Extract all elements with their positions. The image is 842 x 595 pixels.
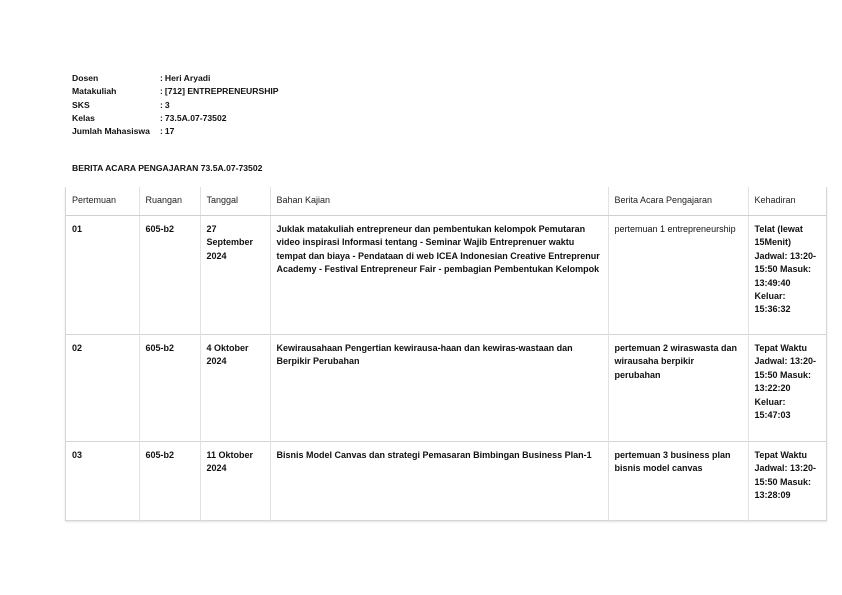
info-row-matakuliah <box>72 85 279 98</box>
kelas-label: Kelas <box>72 112 95 123</box>
separator: : <box>160 126 163 137</box>
cell-ruangan: 605-b2 <box>139 442 200 522</box>
cell-berita-acara: pertemuan 1 entrepreneurship <box>608 216 748 335</box>
cell-tanggal: 11 Oktober 2024 <box>200 442 270 522</box>
header-berita-acara: Berita Acara Pengajaran <box>608 187 748 216</box>
jumlah-value: 17 <box>164 126 175 137</box>
cell-tanggal: 27 September 2024 <box>200 216 270 335</box>
cell-berita-acara: pertemuan 3 business plan bisnis model canvas <box>608 442 748 522</box>
matakuliah-label: Matakuliah <box>72 86 117 97</box>
cell-kehadiran: Tepat Waktu Jadwal: 13:20-15:50 Masuk: 13:28:09 <box>748 442 826 522</box>
cell-bahan-kajian: Kewirausahaan Pengertian kewirausa-haan dan kewiras-wastaan dan Berpikir Perubahan <box>270 335 608 442</box>
info-row-kelas <box>72 112 279 125</box>
dosen-label: Dosen <box>72 73 99 83</box>
sks-label: SKS <box>72 99 90 110</box>
info-row-sks <box>72 99 279 112</box>
jumlah-label: Jumlah Mahasiswa <box>72 126 150 137</box>
table-row <box>66 216 826 335</box>
attendance-table <box>66 187 826 521</box>
header-bahan-kajian: Bahan Kajian <box>270 187 608 216</box>
header-pertemuan: Pertemuan <box>66 187 139 216</box>
cell-pertemuan: 02 <box>72 343 83 353</box>
header-kehadiran: Kehadiran <box>748 187 826 216</box>
course-info <box>72 72 279 138</box>
cell-bahan-kajian: Bisnis Model Canvas dan strategi Pemasaran Bimbingan Business Plan-1 <box>270 442 608 522</box>
cell-ruangan: 605-b2 <box>139 216 200 335</box>
table-header-row <box>66 187 826 216</box>
cell-ruangan: 605-b2 <box>139 335 200 442</box>
page-title: BERITA ACARA PENGAJARAN 73.5A.07-73502 <box>72 163 263 173</box>
sks-value: 3 <box>164 99 170 110</box>
cell-bahan-kajian: Juklak matakuliah entrepreneur dan pembentukan kelompok Pemutaran video inspirasi Informasi tentang - Seminar Wajib Entreprenuer waktu tempat dan biaya - Pendataan di web ICEA Indonesian Creative Entreprenur Academy - Festival Entrepreneur Fair - pembagian Pembentukan Kelompok <box>270 216 608 335</box>
table-row <box>66 335 826 442</box>
header-ruangan: Ruangan <box>139 187 200 216</box>
dosen-value: Heri Aryadi <box>164 73 211 83</box>
attendance-table-container <box>65 187 827 521</box>
header-tanggal: Tanggal <box>200 187 270 216</box>
cell-kehadiran: Telat (lewat 15Menit) Jadwal: 13:20-15:50 Masuk: 13:49:40 Keluar: 15:36:32 <box>748 216 826 335</box>
cell-berita-acara: pertemuan 2 wiraswasta dan wirausaha berpikir perubahan <box>608 335 748 442</box>
kelas-value: 73.5A.07-73502 <box>164 112 227 123</box>
cell-pertemuan: 03 <box>72 450 83 460</box>
cell-tanggal: 4 Oktober 2024 <box>200 335 270 442</box>
table-row <box>66 442 826 522</box>
separator: : <box>160 73 163 83</box>
separator: : <box>160 99 163 110</box>
cell-kehadiran: Tepat Waktu Jadwal: 13:20-15:50 Masuk: 13:22:20 Keluar: 15:47:03 <box>748 335 826 442</box>
separator: : <box>160 112 163 123</box>
info-row-jumlah <box>72 125 279 138</box>
matakuliah-value: [712] ENTREPRENEURSHIP <box>164 86 279 97</box>
cell-pertemuan: 01 <box>72 224 83 234</box>
info-row-dosen <box>72 72 279 85</box>
separator: : <box>160 86 163 97</box>
